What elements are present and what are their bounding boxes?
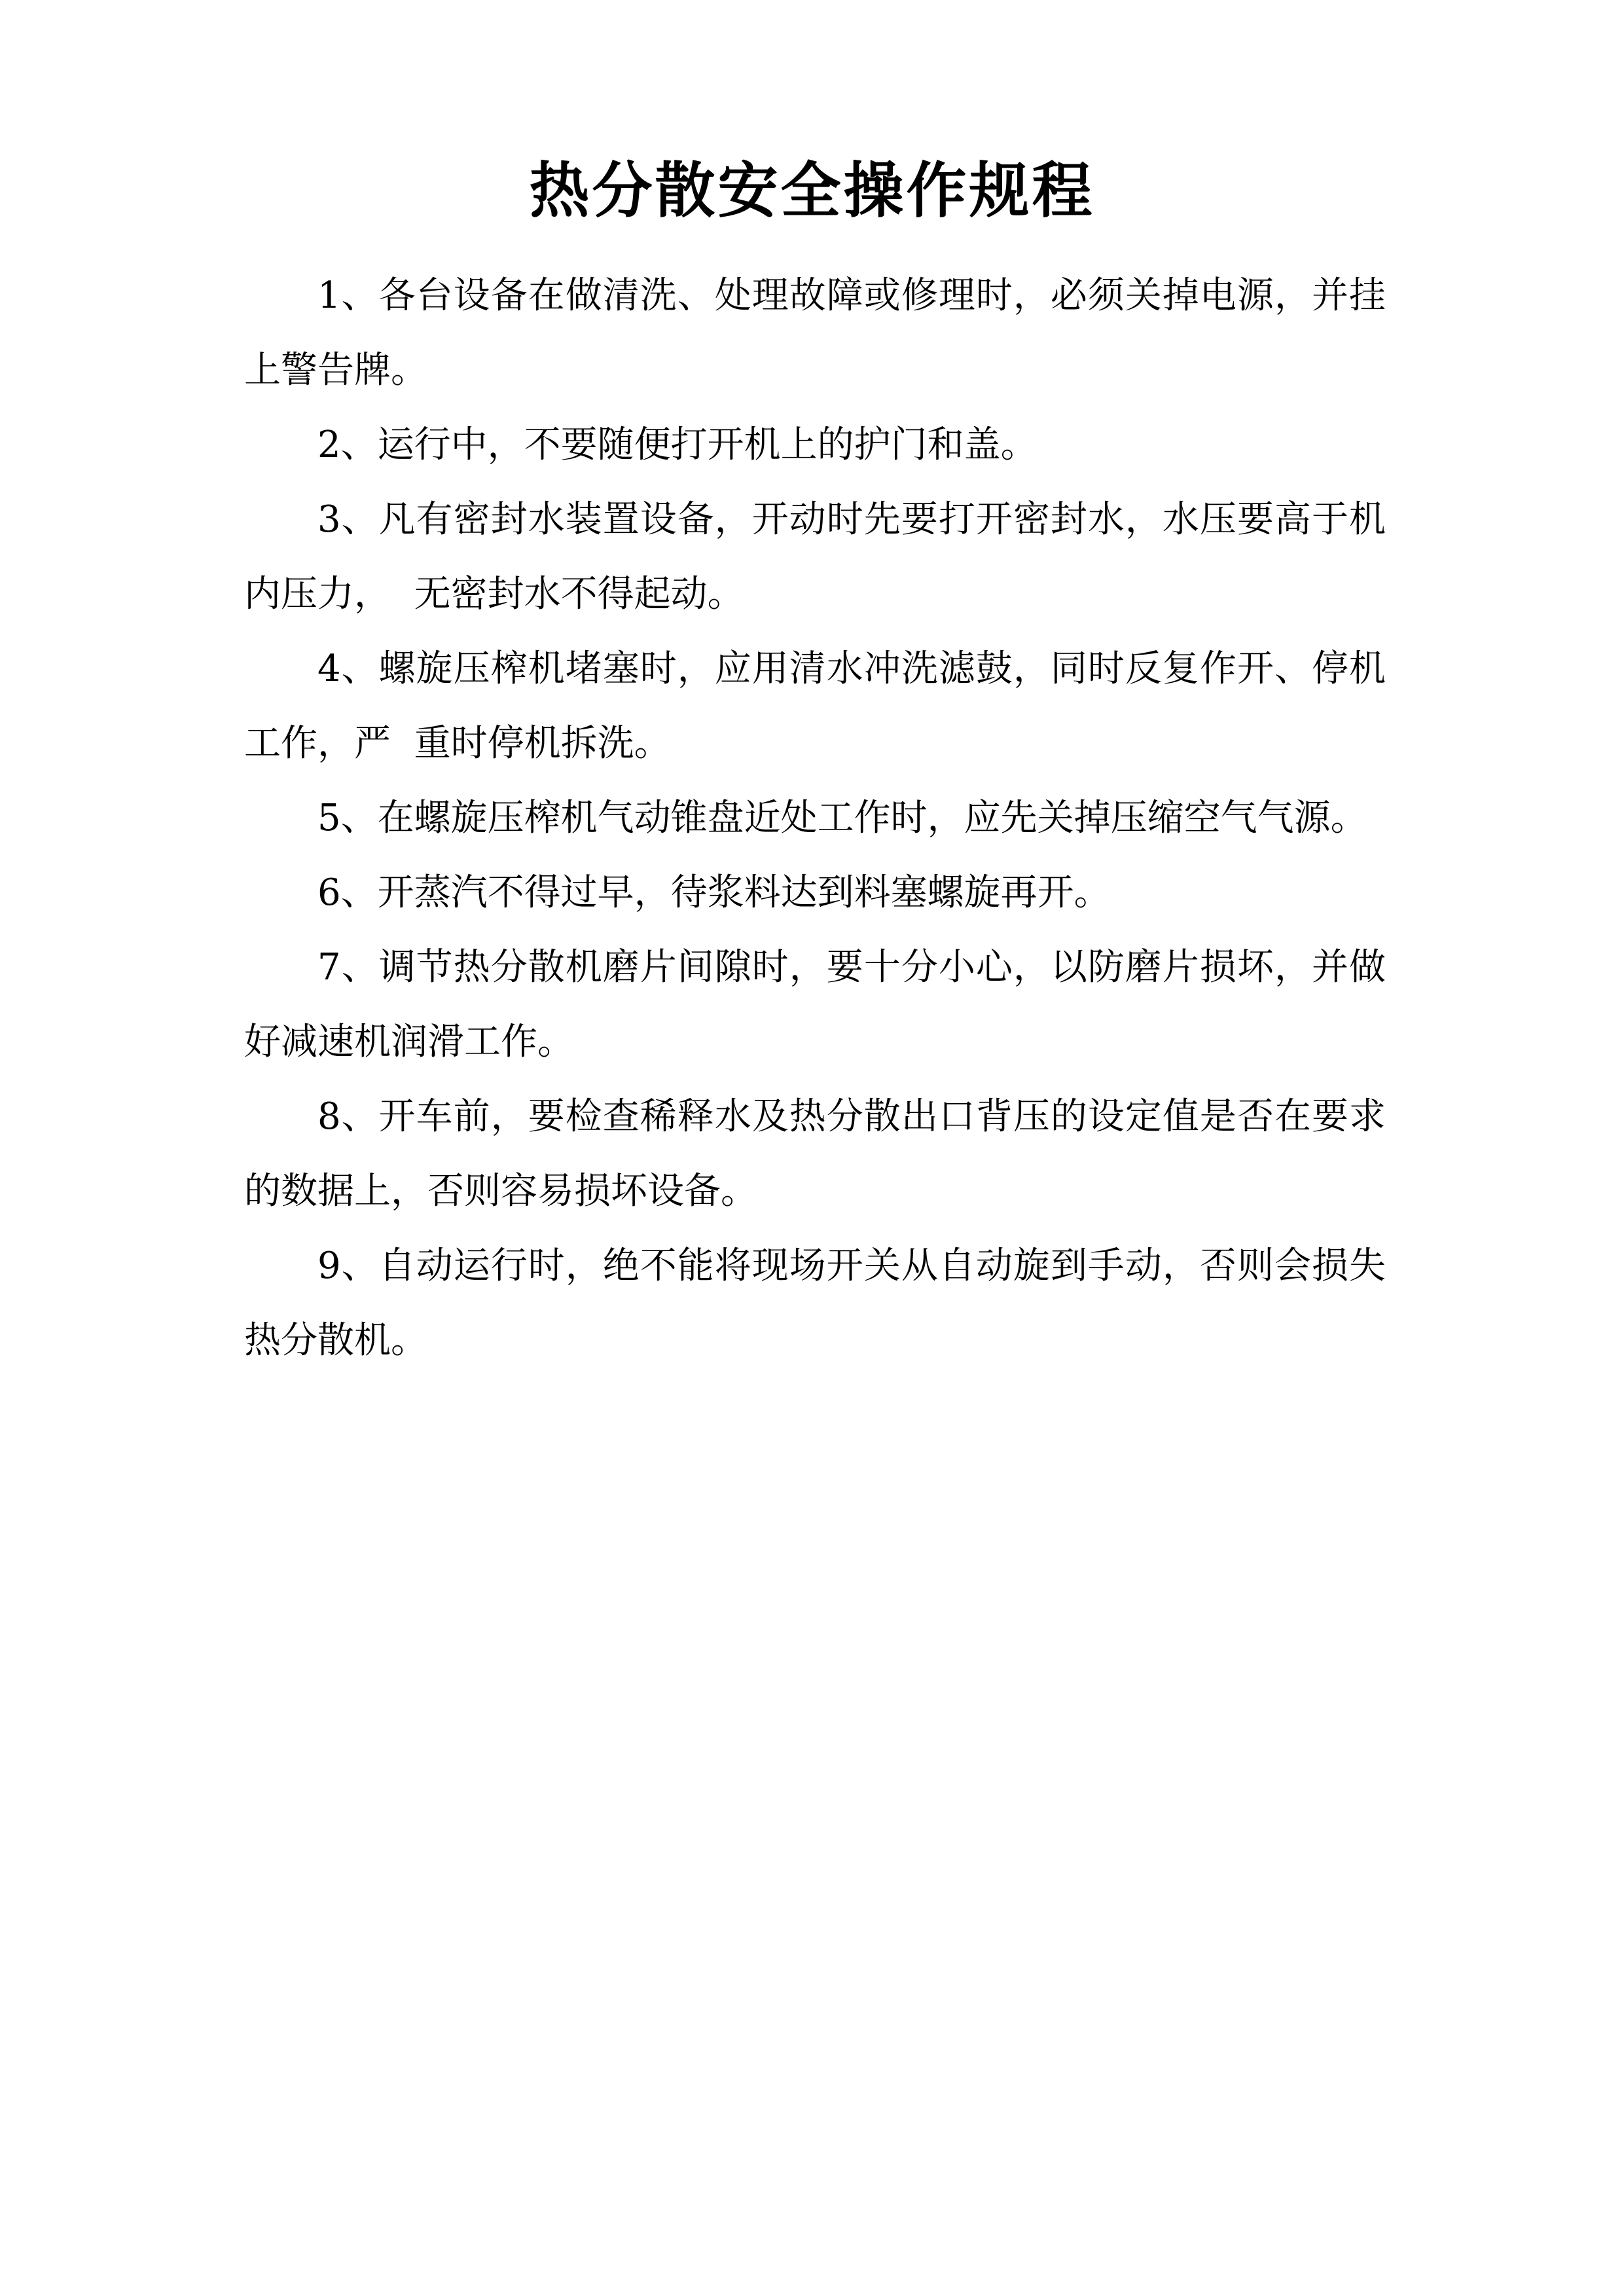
rule-paragraph-6: 6、开蒸汽不得过早，待浆料达到料塞螺旋再开。	[317, 871, 1111, 914]
rule-paragraph-4: 4、螺旋压榨机堵塞时，应用清水冲洗滤鼓，同时反复作开、停机工作，严 重时停机拆洗。	[244, 647, 1386, 765]
rule-paragraph-1: 1、各台设备在做清洗、处理故障或修理时，必须关掉电源，并挂上警告牌。	[244, 274, 1386, 392]
rule-paragraph-5: 5、在螺旋压榨机气动锥盘近处工作时，应先关掉压缩空气气源。	[317, 797, 1367, 839]
rule-paragraph-2: 2、运行中，不要随便打开机上的护门和盖。	[317, 424, 1038, 466]
rule-paragraph-9: 9、自动运行时，绝不能将现场开关从自动旋到手动，否则会损失热分散机。	[244, 1245, 1386, 1362]
rule-paragraph-8: 8、开车前，要检查稀释水及热分散出口背压的设定值是否在要求的数据上，否则容易损坏设备。	[244, 1095, 1386, 1212]
rule-paragraph-3: 3、凡有密封水装置设备，开动时先要打开密封水，水压要高于机内压力， 无密封水不得起动。	[244, 498, 1386, 615]
document-body	[244, 259, 1386, 1378]
rule-paragraph-7: 7、调节热分散机磨片间隙时，要十分小心，以防磨片损坏，并做好减速机润滑工作。	[244, 946, 1386, 1063]
page-title: 热分散安全操作规程	[529, 155, 1095, 226]
